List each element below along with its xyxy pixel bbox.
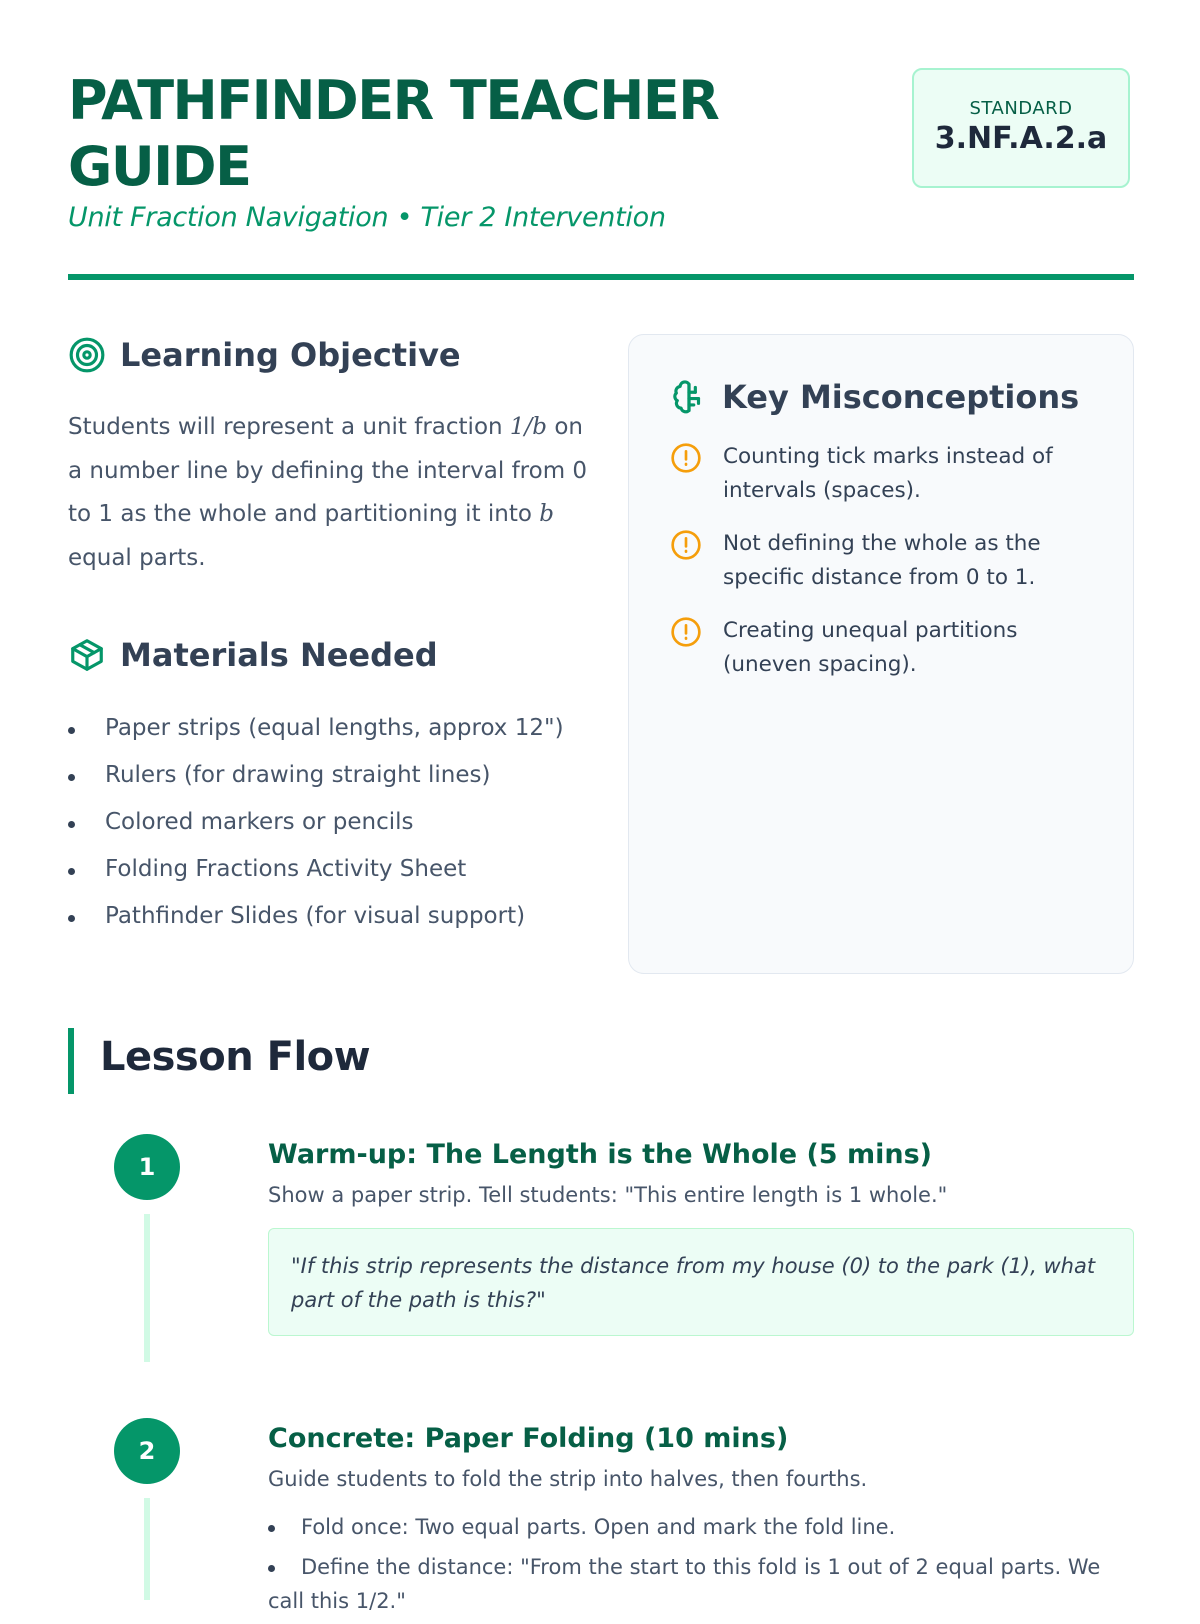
page-title: PATHFINDER TEACHER GUIDE [68, 69, 719, 198]
page-subtitle: Unit Fraction Navigation • Tier 2 Intervention [68, 202, 666, 233]
list-item [670, 614, 1110, 682]
lesson-flow-accent [68, 1028, 74, 1094]
misconception-text: Counting tick marks instead of intervals (spaces). [723, 444, 1053, 503]
brain-icon [670, 378, 708, 416]
alert-icon [670, 442, 702, 474]
standard-label: STANDARD [969, 98, 1073, 119]
objective-text-part1: Students will represent a unit fraction [68, 414, 510, 440]
misconceptions-list [670, 440, 1110, 701]
step-title: Warm-up: The Length is the Whole (5 mins) [268, 1139, 933, 1170]
objective-text [68, 406, 588, 580]
objective-math-b: b [539, 501, 554, 527]
step-description: Show a paper strip. Tell students: "This entire length is 1 whole." [268, 1183, 948, 1207]
list-item [670, 527, 1110, 595]
list-item: Define the distance: "From the start to this fold is 1 out of 2 equal parts. We call this 1/2." [268, 1550, 1134, 1618]
step-connector [144, 1498, 150, 1600]
step-description: Guide students to fold the strip into halves, then fourths. [268, 1467, 868, 1491]
list-item: Pathfinder Slides (for visual support) [68, 896, 588, 936]
step-number-badge: 1 [114, 1134, 180, 1200]
objective-text-part3: equal parts. [68, 544, 206, 571]
list-item: Paper strips (equal lengths, approx 12") [68, 708, 588, 748]
objective-math-fraction: 1/b [509, 414, 548, 440]
header-divider [68, 274, 1134, 280]
misconception-text: Not defining the whole as the specific distance from 0 to 1. [723, 531, 1041, 590]
list-item [670, 440, 1110, 508]
step-bullet-list [268, 1510, 1134, 1624]
objective-heading-label: Learning Objective [120, 336, 461, 374]
step-quote: "If this strip represents the distance from my house (0) to the park (1), what part of the path is this?" [268, 1228, 1134, 1336]
box-icon [68, 636, 106, 674]
objective-heading [68, 336, 461, 374]
list-item: Folding Fractions Activity Sheet [68, 849, 588, 889]
lesson-flow-heading: Lesson Flow [100, 1034, 371, 1080]
list-item: Colored markers or pencils [68, 802, 588, 842]
list-item: Rulers (for drawing straight lines) [68, 755, 588, 795]
materials-heading [68, 636, 438, 674]
list-item: Fold once: Two equal parts. Open and mark the fold line. [268, 1510, 1134, 1544]
misconceptions-heading-label: Key Misconceptions [722, 378, 1080, 416]
materials-list [68, 708, 588, 943]
standard-code: 3.NF.A.2.a [934, 121, 1108, 156]
alert-icon [670, 616, 702, 648]
alert-icon [670, 529, 702, 561]
standard-badge [912, 68, 1130, 188]
misconceptions-heading [670, 378, 1079, 416]
objective-text-part2: on a number line by defining the interval from 0 to 1 as the whole and partitioning it into [68, 414, 588, 527]
materials-heading-label: Materials Needed [120, 636, 438, 674]
step-number-badge: 2 [114, 1418, 180, 1484]
misconception-text: Creating unequal partitions (uneven spacing). [723, 618, 1018, 677]
step-title: Concrete: Paper Folding (10 mins) [268, 1423, 789, 1454]
target-icon [68, 336, 106, 374]
step-connector [144, 1214, 150, 1362]
